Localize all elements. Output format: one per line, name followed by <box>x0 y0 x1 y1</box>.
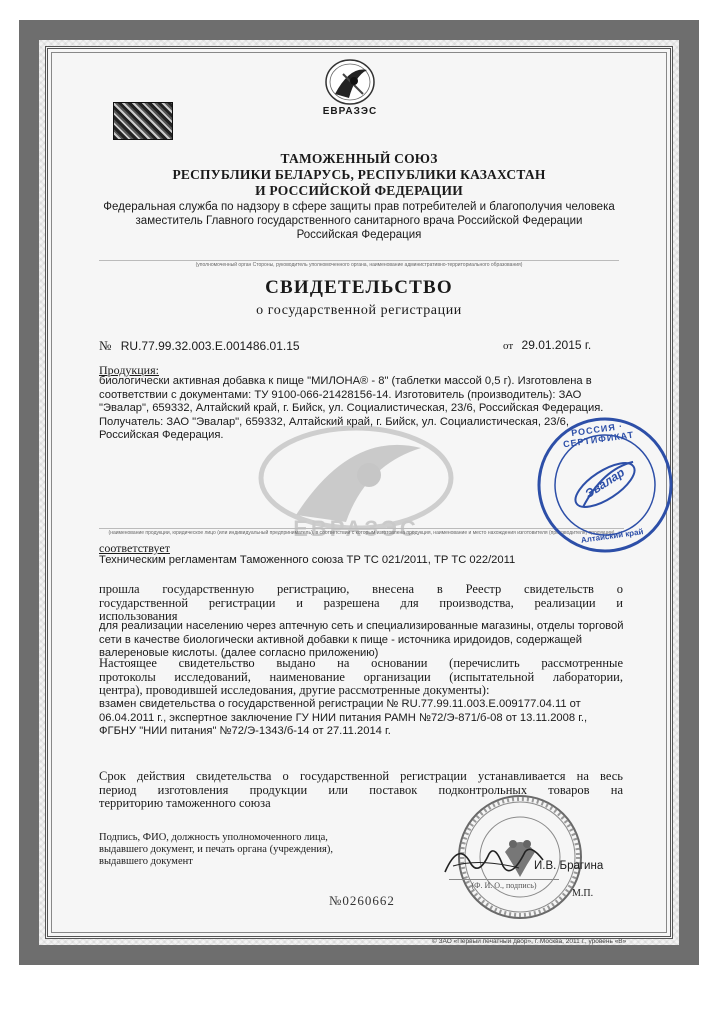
hologram-sticker <box>113 102 173 140</box>
basis-text-line: ФГБНУ "НИИ питания" №72/Э-1343/б-14 от 27.11.2014 г. <box>99 725 391 738</box>
serial-number: №0260662 <box>329 893 395 908</box>
seal-mark: М.П. <box>572 888 594 899</box>
basis-line: центра), проводившей исследования, другие рассмотренные документы): <box>99 683 490 697</box>
product-caption: (наименование продукции, юридическое лицо (или индивидуальный предприниматель), в соответствии с которым изготовлена продукция, наименование и место нахождения изготовителя (производителя) продукции) <box>99 528 624 536</box>
evalar-stamp <box>525 405 685 565</box>
product-line: "Эвалар", 659332, Алтайский край, г. Бийск, ул. Социалистическая, 23/6, Российская Федерация. <box>99 402 604 415</box>
usage-line: сети в качестве биологически активной добавки к пище - источника иридоидов, содержащей <box>99 633 583 646</box>
authority-line-1: Федеральная служба по надзору в сфере защиты прав потребителей и благополучия человека <box>103 201 615 213</box>
authority-line-3: Российская Федерация <box>296 229 422 241</box>
authority-caption: (уполномоченный орган Стороны, руководитель уполномоченного органа, наименование административно-территориального образования) <box>99 260 619 268</box>
passed-line: использования <box>99 609 178 623</box>
basis-text-line: 06.04.2011 г., экспертное заключение ГУ НИИ питания РАМН №72/Э-871/б-08 от 13.11.2008 г., <box>99 711 588 724</box>
usage-line: валереновые кислоты. (далее согласно приложению) <box>99 647 379 660</box>
product-line: биологически активная добавка к пище "МИЛОНА® - 8" (таблетки массой 0,5 г). Изготовлена в <box>99 375 592 387</box>
logo-label: ЕВРАЗЭС <box>322 106 378 117</box>
signature-line: выдавшего документ <box>99 856 193 867</box>
registration-number: RU.77.99.32.003.E.001486.01.15 <box>120 339 300 353</box>
signature-caption-block <box>99 832 379 868</box>
product-line: Получатель: ЗАО "Эвалар", 659332, Алтайский край, г. Бийск, ул. Социалистическая, 23/6, <box>99 415 569 428</box>
passed-line: государственной регистрации и разрешена для производства, реализации и <box>99 595 623 610</box>
header-line-1: ТАМОЖЕННЫЙ СОЮЗ <box>280 151 438 166</box>
header-line-2: РЕСПУБЛИКИ БЕЛАРУСЬ, РЕСПУБЛИКИ КАЗАХСТАН <box>172 167 546 182</box>
authority-line-2: заместитель Главного государственного санитарного врача Российской Федерации <box>135 215 583 227</box>
usage-line: для реализации населению через аптечную сеть и специализированные магазины, отделы торговой <box>99 620 624 632</box>
product-label: Продукция: <box>99 363 159 377</box>
basis-text <box>99 698 634 739</box>
signature-line: выдавшего документ, и печать органа (учреждения), <box>99 844 333 855</box>
validity-line: период изготовления продукции или поставок подконтрольных товаров на <box>99 782 623 797</box>
validity-line: Срок действия свидетельства о государственной регистрации устанавливается на весь <box>99 769 623 783</box>
certificate-subtitle: о государственной регистрации <box>256 303 462 318</box>
printer-note: © ЗАО «Первый печатный двор», г. Москва, 2011 г., уровень «В» <box>432 938 627 945</box>
product-line: соответствии с документами: ТУ 9100-066-21428156-14. Изготовитель (производитель): ЗАО <box>99 388 582 401</box>
evrazes-logo <box>305 54 395 122</box>
number-label: № <box>99 338 112 353</box>
usage-text <box>99 620 629 661</box>
conforms-label: соответствует <box>99 541 170 555</box>
basis-line: протоколы исследований, наименование организации (испытательной лаборатории, <box>99 669 623 684</box>
signer-name: И.В. Брагина <box>534 860 604 872</box>
stamp-center-text: Эвалар <box>582 465 627 501</box>
stamp-bottom-text: Алтайский край <box>580 527 644 545</box>
product-line: Российская Федерация. <box>99 429 224 442</box>
header-line-3: И РОССИЙСКОЙ ФЕДЕРАЦИИ <box>255 183 463 198</box>
signature-line: Подпись, ФИО, должность уполномоченного лица, <box>99 832 328 843</box>
passed-line: прошла государственную регистрацию, внесена в Реестр свидетельств о <box>99 582 623 596</box>
basis-line: Настоящее свидетельство выдано на основании (перечислить рассмотренные <box>99 656 623 670</box>
certificate-sheet <box>19 20 699 965</box>
signature-label: (Ф. И. О., подпись) <box>449 879 559 890</box>
passed-text <box>99 583 623 624</box>
handwritten-signature <box>439 836 549 882</box>
watermark-text: ЕВРАЗЭС <box>293 516 419 541</box>
certificate-title: СВИДЕТЕЛЬСТВО <box>265 277 453 298</box>
conforms-text: Техническим регламентам Таможенного союза ТР ТС 021/2011, ТР ТС 022/2011 <box>99 554 516 566</box>
basis-text-line: взамен свидетельства о государственной регистрации № RU.77.99.11.003.Е.009177.04.11 от <box>99 698 581 710</box>
registration-date: 29.01.2015 г. <box>521 338 592 352</box>
date-label: от <box>503 340 514 352</box>
basis-heading <box>99 657 623 698</box>
validity-line: территорию таможенного союза <box>99 796 271 810</box>
stamp-outer-text: РОССИЯ · СЕРТИФИКАТ <box>562 420 635 450</box>
